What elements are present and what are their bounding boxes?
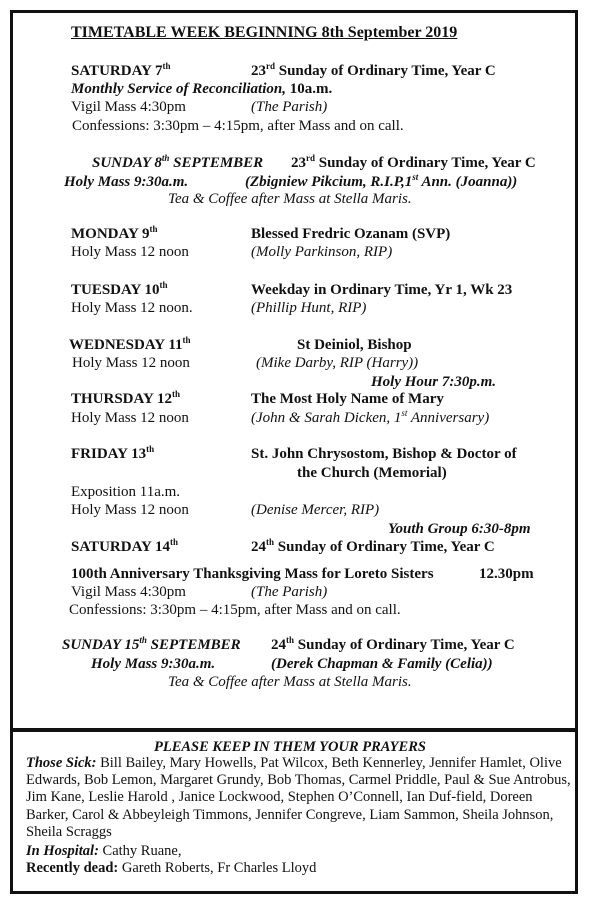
sat7-vigil-intention: (The Parish) bbox=[251, 99, 328, 115]
sat14-anniversary-time: 12.30pm bbox=[479, 566, 534, 582]
section-divider bbox=[12, 728, 578, 732]
wed11-intention: (Mike Darby, RIP (Harry)) bbox=[256, 355, 419, 371]
sat14-feast: 24th Sunday of Ordinary Time, Year C bbox=[251, 537, 495, 555]
prayers-heading: PLEASE KEEP IN THEM YOUR PRAYERS bbox=[154, 739, 426, 755]
fri13-intention: (Denise Mercer, RIP) bbox=[251, 502, 380, 518]
sun15-day: SUNDAY 15th SEPTEMBER bbox=[62, 635, 241, 653]
sat14-anniversary-mass: 100th Anniversary Thanksgiving Mass for Loreto Sisters bbox=[71, 566, 434, 582]
tue10-feast: Weekday in Ordinary Time, Yr 1, Wk 23 bbox=[251, 282, 513, 298]
sun15-mass: Holy Mass 9:30a.m. bbox=[91, 656, 216, 672]
sat14-confessions: Confessions: 3:30pm – 4:15pm, after Mass and on call. bbox=[69, 602, 401, 618]
sun8-intention: (Zbigniew Pikcium, R.I.P,1st Ann. (Joanna)) bbox=[245, 172, 518, 190]
thu12-mass: Holy Mass 12 noon bbox=[71, 410, 189, 426]
wed11-day: WEDNESDAY 11th bbox=[69, 335, 191, 353]
sun15-tea: Tea & Coffee after Mass at Stella Maris. bbox=[168, 674, 412, 690]
tue10-day: TUESDAY 10th bbox=[71, 280, 168, 298]
fri13-exposition: Exposition 11a.m. bbox=[71, 484, 181, 500]
sat7-day: SATURDAY 7th bbox=[71, 61, 171, 79]
sat7-confessions: Confessions: 3:30pm – 4:15pm, after Mass and on call. bbox=[72, 118, 404, 134]
prayers-hospital: In Hospital: Cathy Ruane, bbox=[26, 843, 182, 859]
sun15-intention: (Derek Chapman & Family (Celia)) bbox=[271, 656, 493, 672]
tue10-intention: (Phillip Hunt, RIP) bbox=[251, 300, 367, 316]
mon9-mass: Holy Mass 12 noon bbox=[71, 244, 189, 260]
prayers-recently-dead: Recently dead: Gareth Roberts, Fr Charles Lloyd bbox=[26, 860, 317, 876]
mon9-intention: (Molly Parkinson, RIP) bbox=[251, 244, 393, 260]
fri13-feast-line2: the Church (Memorial) bbox=[297, 465, 447, 481]
prayers-sick-list: Those Sick: Bill Bailey, Mary Howells, Pat Wilcox, Beth Kennerley, Jennifer Hamlet, Olive Edwards, Bob Lemon, Margaret Grundy, Bob Thomas, Carmel Priddle, Paul & Sue Antrobus, Jim Kane, Leslie Harold , Janice Lockwood, Stephen O’Connell, Ian Duf-field, Doreen Barker, Carol & Abbeyleigh Timmons, Jennifer Congreve, Liam Sammon, Sheila Johnson, Sheila Scraggs bbox=[26, 755, 571, 840]
sun8-day: SUNDAY 8th SEPTEMBER bbox=[92, 153, 264, 171]
thu12-feast: The Most Holy Name of Mary bbox=[251, 391, 444, 407]
sat7-reconciliation: Monthly Service of Reconciliation, 10a.m. bbox=[71, 81, 333, 97]
sun8-mass: Holy Mass 9:30a.m. bbox=[64, 174, 189, 190]
sat14-vigil: Vigil Mass 4:30pm bbox=[71, 584, 186, 600]
wed11-mass: Holy Mass 12 noon bbox=[72, 355, 190, 371]
sat7-vigil: Vigil Mass 4:30pm bbox=[71, 99, 186, 115]
sat14-vigil-intention: (The Parish) bbox=[251, 584, 328, 600]
wed11-feast: St Deiniol, Bishop bbox=[297, 337, 412, 353]
mon9-feast: Blessed Fredric Ozanam (SVP) bbox=[251, 226, 451, 242]
thu12-day: THURSDAY 12th bbox=[71, 389, 181, 407]
page-title: TIMETABLE WEEK BEGINNING 8th September 2019 bbox=[71, 24, 458, 41]
tue10-mass: Holy Mass 12 noon. bbox=[71, 300, 193, 316]
fri13-youth-group: Youth Group 6:30-8pm bbox=[388, 521, 531, 537]
sun8-feast: 23rd Sunday of Ordinary Time, Year C bbox=[291, 153, 536, 171]
wed11-holy-hour: Holy Hour 7:30p.m. bbox=[371, 374, 497, 390]
mon9-day: MONDAY 9th bbox=[71, 224, 158, 242]
fri13-day: FRIDAY 13th bbox=[71, 444, 155, 462]
sun8-tea: Tea & Coffee after Mass at Stella Maris. bbox=[168, 191, 412, 207]
thu12-intention: (John & Sarah Dicken, 1st Anniversary) bbox=[251, 408, 490, 426]
sun15-feast: 24th Sunday of Ordinary Time, Year C bbox=[271, 635, 515, 653]
sat7-feast: 23rd Sunday of Ordinary Time, Year C bbox=[251, 61, 496, 79]
sat14-day: SATURDAY 14th bbox=[71, 537, 179, 555]
fri13-feast-line1: St. John Chrysostom, Bishop & Doctor of bbox=[251, 446, 517, 462]
fri13-mass: Holy Mass 12 noon bbox=[71, 502, 189, 518]
